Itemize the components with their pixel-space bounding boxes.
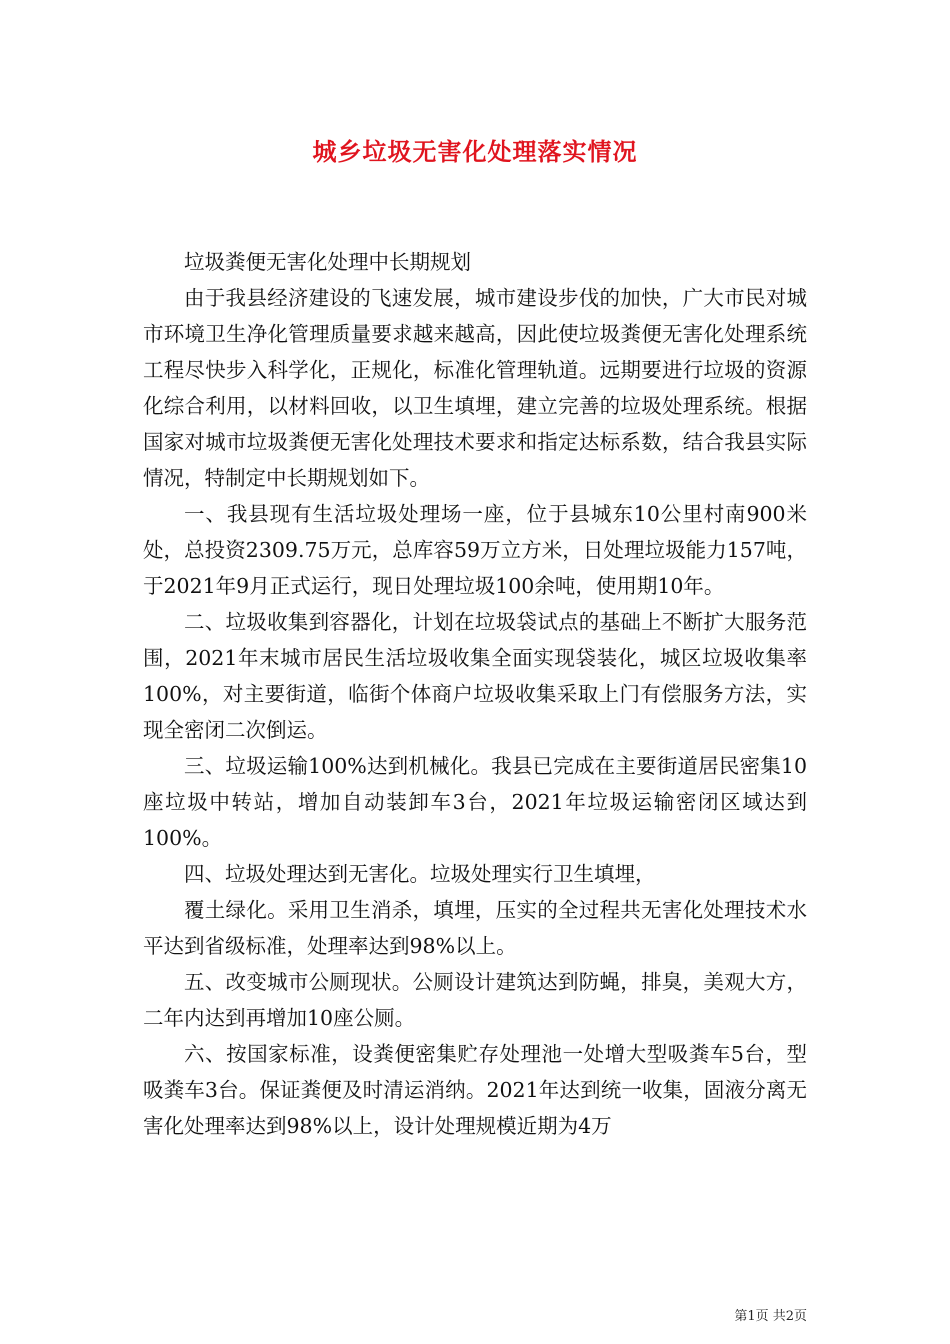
paragraph-item-3: 三、垃圾运输100%达到机械化。我县已完成在主要街道居民密集10座垃圾中转站，增加自动装卸车3台，2021年垃圾运输密闭区域达到100%。 xyxy=(143,754,807,850)
paragraph-item-4: 四、垃圾处理达到无害化。垃圾处理实行卫生填埋， xyxy=(184,862,656,886)
document-title: 城乡垃圾无害化处理落实情况 xyxy=(312,137,638,166)
paragraph-item-2: 二、垃圾收集到容器化，计划在垃圾袋试点的基础上不断扩大服务范围，2021年末城市居民生活垃圾收集全面实现袋装化，城区垃圾收集率100%，对主要街道，临街个体商户垃圾收集采取上门有偿服务方法，实现全密闭二次倒运。 xyxy=(143,610,807,742)
paragraph-item-4-continued: 覆土绿化。采用卫生消杀，填埋，压实的全过程共无害化处理技术水平达到省级标准，处理率达到98%以上。 xyxy=(143,898,807,958)
paragraph-subtitle: 垃圾粪便无害化处理中长期规划 xyxy=(184,250,471,274)
paragraph-item-6: 六、按国家标准，设粪便密集贮存处理池一处增大型吸粪车5台，型吸粪车3台。保证粪便及时清运消纳。2021年达到统一收集，固液分离无害化处理率达到98%以上，设计处理规模近期为4万 xyxy=(143,1042,807,1138)
paragraph-intro: 由于我县经济建设的飞速发展，城市建设步伐的加快，广大市民对城市环境卫生净化管理质量要求越来越高，因此使垃圾粪便无害化处理系统工程尽快步入科学化，正规化，标准化管理轨道。远期要进行垃圾的资源化综合利用，以材料回收，以卫生填埋，建立完善的垃圾处理系统。根据国家对城市垃圾粪便无害化处理技术要求和指定达标系数，结合我县实际情况，特制定中长期规划如下。 xyxy=(143,286,807,490)
paragraph-item-1: 一、我县现有生活垃圾处理场一座，位于县城东10公里村南900米处，总投资2309.75万元，总库容59万立方米，日处理垃圾能力157吨，于2021年9月正式运行，现日处理垃圾100余吨，使用期10年。 xyxy=(143,502,807,598)
paragraph-item-5: 五、改变城市公厕现状。公厕设计建筑达到防蝇，排臭，美观大方，二年内达到再增加10座公厕。 xyxy=(143,970,807,1030)
document-body xyxy=(143,244,807,1144)
page-number: 第1页 共2页 xyxy=(734,1309,807,1324)
